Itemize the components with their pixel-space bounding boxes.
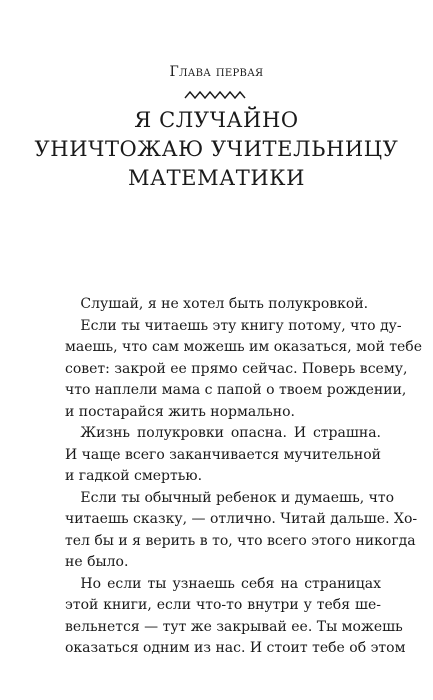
chapter-title-line: УНИЧТОЖАЮ УЧИТЕЛЬНИЦУ <box>34 137 399 161</box>
text-line: читаешь сказку, — отлично. Читай дальше. Хо- <box>65 511 418 527</box>
text-line: вельнется — тут же закрывай ее. Ты можешь <box>65 618 403 635</box>
text-line: Слушай, я не хотел быть полукровкой. <box>80 296 369 312</box>
chapter-title <box>0 106 433 193</box>
text-line: Если ты читаешь эту книгу потому, что ду- <box>80 317 402 334</box>
text-line: и постарайся жить нормально. <box>65 403 295 420</box>
chapter-title-line: МАТЕМАТИКИ <box>127 166 306 190</box>
text-line: не было. <box>65 554 129 570</box>
wave-ornament-icon <box>183 88 247 102</box>
chapter-title-line: Я СЛУЧАЙНО <box>134 108 299 132</box>
text-line: тел бы и я верить в то, что всего этого никогда <box>65 532 416 549</box>
text-line: Жизнь полукровки опасна. И страшна. <box>80 425 381 441</box>
text-line: маешь, что сам можешь им оказаться, мой тебе <box>65 339 422 355</box>
text-line: и гадкой смертью. <box>65 468 203 484</box>
text-line: И чаще всего заканчивается мучительной <box>65 446 381 463</box>
body-text <box>65 294 422 660</box>
chapter-label: Глава первая <box>169 64 264 80</box>
text-line: оказаться одним из нас. И стоит тебе об этом <box>65 640 406 656</box>
text-line: Если ты обычный ребенок и думаешь, что <box>80 489 395 506</box>
text-line: этой книги, если что-то внутри у тебя ше- <box>65 597 381 613</box>
text-line: Но если ты узнаешь себя на страницах <box>80 575 381 592</box>
text-line: что наплели мама с папой о твоем рождении, <box>65 382 407 398</box>
text-line: совет: закрой ее прямо сейчас. Поверь всему, <box>65 360 408 377</box>
